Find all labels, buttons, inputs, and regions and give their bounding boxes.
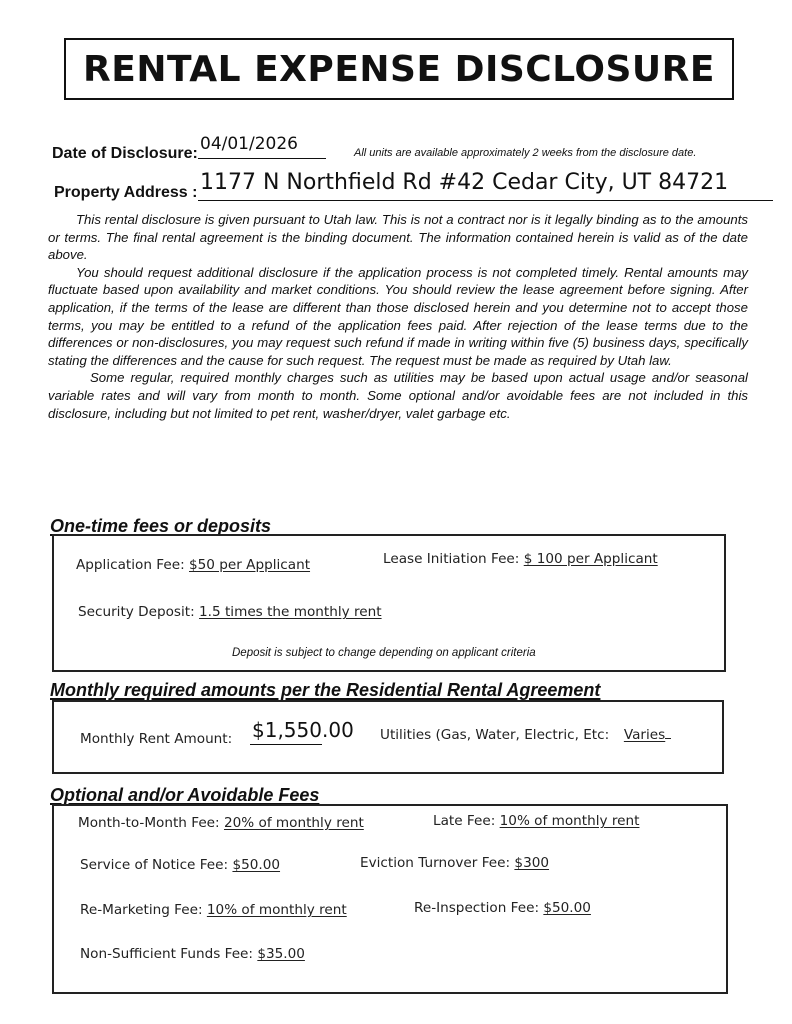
eviction-turnover-fee bbox=[360, 855, 549, 871]
monthly-heading: Monthly required amounts per the Residential Rental Agreement bbox=[50, 680, 601, 700]
lease-initiation-label: Lease Initiation Fee: bbox=[383, 551, 520, 567]
paragraph: You should request additional disclosure if the application process is not completed timely. Rental amounts may fluctuate based upon availability and market conditions. You should review the lease agreement before signing. After application, if the terms of the lease are different than those disclosed herein and you determine not to accept those terms, you may be entitled to a refund of the application fees paid. After rejection of the lease terms due to the differences or non-disclosures, you may request such refund if made in writing within five (5) business days, specifically stating the differences and the cause for such request. The request must be made as required by Utah law. bbox=[48, 264, 748, 368]
application-fee-value: $50 per Applicant bbox=[189, 557, 311, 573]
one-time-heading: One-time fees or deposits bbox=[50, 516, 272, 536]
security-deposit-value: 1.5 times the monthly rent bbox=[199, 604, 382, 620]
lease-initiation-fee bbox=[383, 551, 658, 567]
address-value: 1177 N Northfield Rd #42 Cedar City, UT 84721 bbox=[200, 170, 729, 195]
remarketing-fee bbox=[80, 902, 347, 918]
address-label: Property Address : bbox=[54, 184, 198, 201]
nsf-fee bbox=[80, 946, 305, 962]
month-to-month-value: 20% of monthly rent bbox=[223, 815, 364, 831]
remarketing-value: 10% of monthly rent bbox=[206, 902, 347, 918]
nsf-label: Non-Sufficient Funds Fee: bbox=[80, 946, 253, 962]
month-to-month-fee bbox=[78, 815, 364, 831]
security-deposit bbox=[78, 604, 382, 620]
utilities bbox=[380, 727, 671, 743]
deposit-note: Deposit is subject to change depending on applicant criteria bbox=[232, 647, 536, 659]
eviction-turnover-value: $300 bbox=[514, 855, 550, 871]
document-title: RENTAL EXPENSE DISCLOSURE bbox=[83, 48, 715, 90]
application-fee bbox=[76, 557, 310, 573]
late-fee-value: 10% of monthly rent bbox=[499, 813, 640, 829]
date-label: Date of Disclosure: bbox=[52, 145, 198, 162]
date-field bbox=[198, 134, 326, 159]
optional-box bbox=[52, 804, 728, 994]
utilities-value: Varies bbox=[623, 727, 666, 743]
monthly-rent-field bbox=[250, 718, 354, 745]
utilities-label: Utilities (Gas, Water, Electric, Etc: bbox=[380, 727, 610, 743]
late-fee-label: Late Fee: bbox=[433, 813, 496, 829]
service-notice-value: $50.00 bbox=[232, 857, 281, 873]
paragraph: This rental disclosure is given pursuant to Utah law. This is not a contract nor is it legally binding as to the amounts or terms. The final rental agreement is the binding document. The information contained herein is valid as of the date above. bbox=[48, 212, 748, 263]
nsf-value: $35.00 bbox=[257, 946, 305, 962]
month-to-month-label: Month-to-Month Fee: bbox=[78, 815, 220, 831]
service-notice-fee bbox=[80, 857, 280, 873]
date-value: 04/01/2026 bbox=[200, 134, 298, 154]
remarketing-label: Re-Marketing Fee: bbox=[80, 902, 203, 918]
security-deposit-label: Security Deposit: bbox=[78, 604, 195, 620]
eviction-turnover-label: Eviction Turnover Fee: bbox=[360, 855, 511, 871]
title-box bbox=[64, 38, 734, 100]
reinspection-label: Re-Inspection Fee: bbox=[414, 900, 540, 916]
lease-initiation-value: $ 100 per Applicant bbox=[523, 551, 658, 567]
optional-heading: Optional and/or Avoidable Fees bbox=[50, 785, 320, 805]
availability-note: All units are available approximately 2 weeks from the disclosure date. bbox=[354, 147, 697, 159]
monthly-rent-label: Monthly Rent Amount: bbox=[80, 731, 233, 747]
application-fee-label: Application Fee: bbox=[76, 557, 185, 573]
late-fee bbox=[433, 813, 639, 829]
monthly-rent-value: $1,550.00 bbox=[252, 718, 354, 742]
disclosure-text bbox=[48, 211, 748, 422]
address-field bbox=[198, 170, 773, 201]
service-notice-label: Service of Notice Fee: bbox=[80, 857, 229, 873]
paragraph: Some regular, required monthly charges such as utilities may be based upon actual usage and/or seasonal variable rates and will vary from month to month. Some optional and/or avoidable fees are not included in this disclosure, including but not limited to pet rent, washer/dryer, valet garbage etc. bbox=[48, 370, 748, 421]
reinspection-value: $50.00 bbox=[543, 900, 591, 916]
reinspection-fee bbox=[414, 900, 591, 916]
